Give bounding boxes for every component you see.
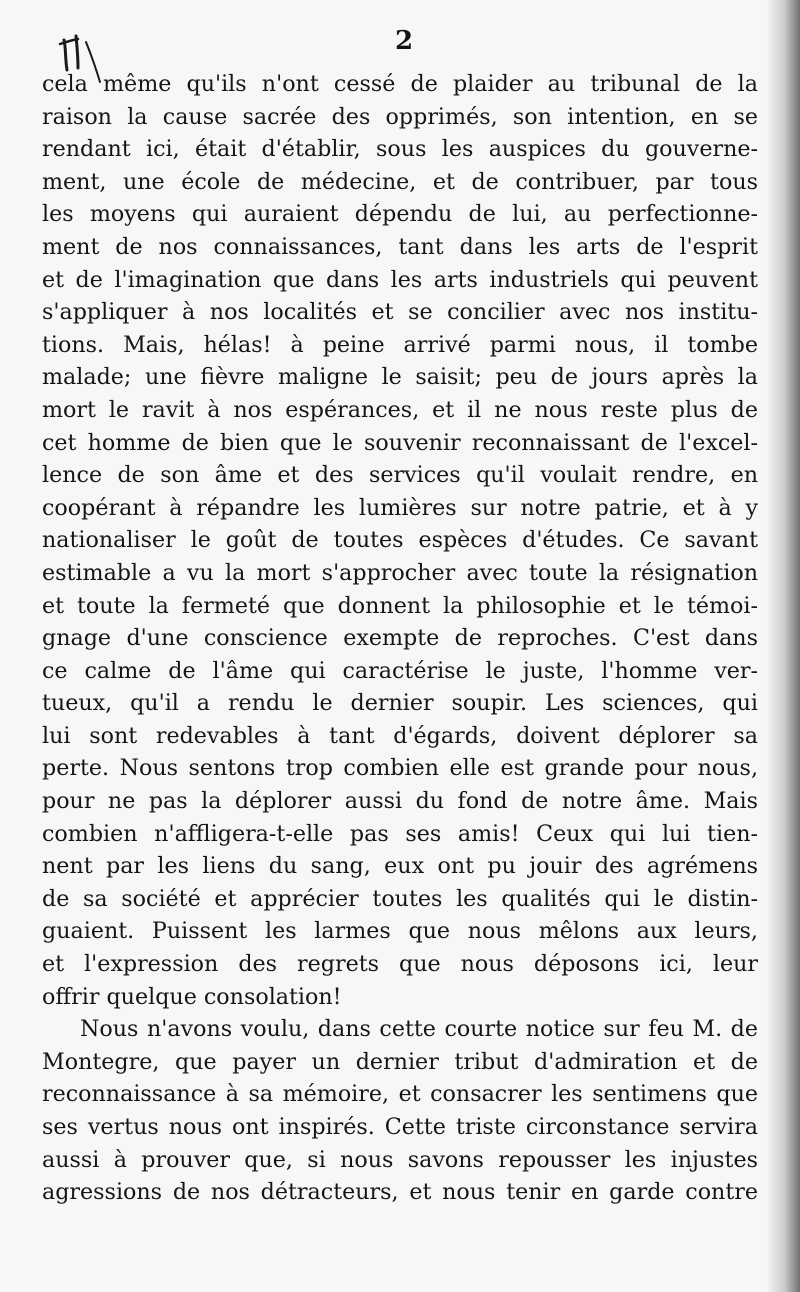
page-edge-shadow	[766, 0, 800, 1292]
text-line: nent par les liens du sang, eux ont pu jouir des agrémens	[42, 853, 758, 880]
text-line: ment de nos connaissances, tant dans les arts de l'esprit	[42, 233, 758, 260]
text-line: pour ne pas la déplorer aussi du fond de notre âme. Mais	[42, 788, 758, 815]
text-line: Montegre, que payer un dernier tribut d'admiration et de	[42, 1048, 758, 1075]
text-line: ment, une école de médecine, et de contribuer, par tous	[42, 168, 758, 195]
text-line: et l'expression des regrets que nous déposons ici, leur	[42, 951, 758, 978]
text-line: ce calme de l'âme qui caractérise le juste, l'homme ver-	[42, 657, 758, 684]
text-line: raison la cause sacrée des opprimés, son intention, en se	[42, 103, 758, 130]
text-line: de sa société et apprécier toutes les qualités qui le distin-	[42, 885, 758, 912]
text-line: et de l'imagination que dans les arts industriels qui peuvent	[42, 266, 758, 293]
text-line: mort le ravit à nos espérances, et il ne nous reste plus de	[42, 396, 758, 423]
text-line: aussi à prouver que, si nous savons repousser les injustes	[42, 1146, 758, 1173]
page-number: 2	[394, 26, 414, 56]
text-line: coopérant à répandre les lumières sur notre patrie, et à y	[42, 494, 758, 521]
text-line: ses vertus nous ont inspirés. Cette triste circonstance servira	[42, 1114, 758, 1140]
body-text	[42, 68, 758, 1209]
text-line: lui sont redevables à tant d'égards, doivent déplorer sa	[42, 722, 758, 749]
text-line: lence de son âme et des services qu'il voulait rendre, en	[42, 462, 758, 489]
text-line: les moyens qui auraient dépendu de lui, au perfectionne-	[42, 201, 758, 228]
text-line: nationaliser le goût de toutes espèces d'études. Ce savant	[42, 527, 758, 554]
text-line: cela même qu'ils n'ont cessé de plaider au tribunal de la	[42, 71, 758, 97]
text-line: Nous n'avons voulu, dans cette courte notice sur feu M. de	[80, 1016, 758, 1043]
text-line: et toute la fermeté que donnent la philosophie et le témoi-	[42, 592, 758, 619]
text-line: gnage d'une conscience exempte de reproches. C'est dans	[42, 625, 758, 652]
text-line: guaient. Puissent les larmes que nous mêlons aux leurs,	[42, 918, 758, 945]
text-line: tions. Mais, hélas! à peine arrivé parmi nous, il tombe	[42, 331, 758, 358]
text-line: cet homme de bien que le souvenir reconnaissant de l'excel-	[42, 429, 758, 456]
text-line: tueux, qu'il a rendu le dernier soupir. Les sciences, qui	[42, 690, 758, 717]
text-line: rendant ici, était d'établir, sous les auspices du gouverne-	[42, 136, 758, 163]
text-line: combien n'affligera-t-elle pas ses amis! Ceux qui lui tien-	[42, 820, 758, 847]
text-line: s'appliquer à nos localités et se concilier avec nos institu-	[42, 299, 758, 326]
text-line: perte. Nous sentons trop combien elle est grande pour nous,	[42, 755, 758, 782]
text-line: estimable a vu la mort s'approcher avec toute la résignation	[42, 559, 758, 586]
text-line: agressions de nos détracteurs, et nous tenir en garde contre	[42, 1179, 758, 1206]
text-line: malade; une fièvre maligne le saisit; peu de jours après la	[42, 364, 758, 391]
text-line: reconnaissance à sa mémoire, et consacrer les sentimens que	[42, 1081, 758, 1108]
text-line: offrir quelque consolation!	[42, 983, 342, 1010]
